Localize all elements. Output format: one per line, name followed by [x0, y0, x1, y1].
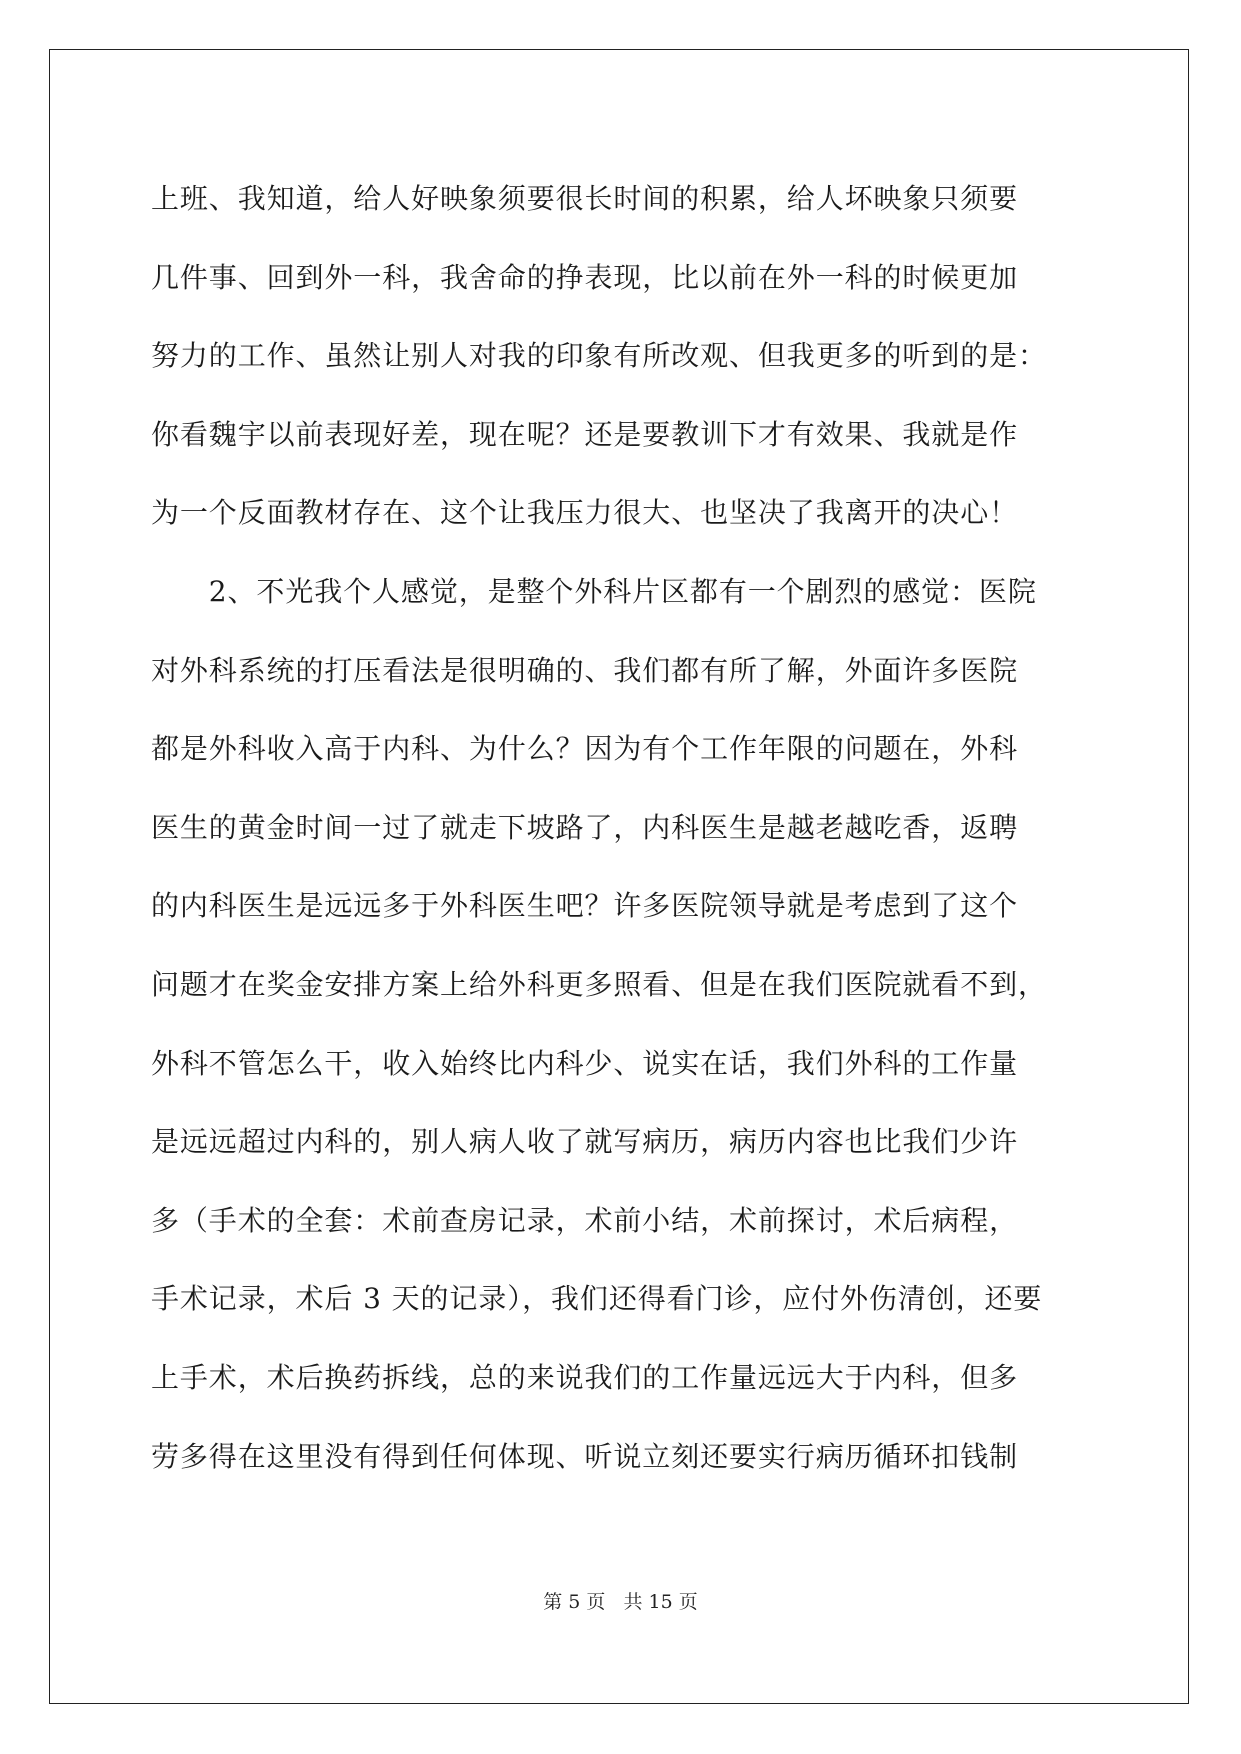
text-line: 为一个反面教材存在、这个让我压力很大、也坚决了我离开的决心！: [151, 496, 1019, 530]
document-body: [151, 160, 1096, 1496]
page-footer: [0, 1587, 1241, 1614]
text-line: 上班、我知道，给人好映象须要很长时间的积累，给人坏映象只须要: [151, 182, 1019, 215]
page-number: 第 5 页: [543, 1591, 606, 1613]
text-line: 努力的工作、虽然让别人对我的印象有所改观、但我更多的听到的是：: [151, 339, 1047, 373]
text-line: 对外科系统的打压看法是很明确的、我们都有所了解，外面许多医院: [151, 653, 1019, 687]
text-line: 的内科医生是远远多于外科医生吧？许多医院领导就是考虑到了这个: [151, 889, 1019, 923]
text-line: 医生的黄金时间一过了就走下坡路了，内科医生是越老越吃香，返聘: [151, 810, 1019, 844]
text-line: 外科不管怎么干，收入始终比内科少、说实在话，我们外科的工作量: [151, 1046, 1019, 1080]
page-total: 共 15 页: [623, 1591, 698, 1613]
text-line: 劳多得在这里没有得到任何体现、听说立刻还要实行病历循环扣钱制: [151, 1439, 1019, 1473]
text-line: 上手术，术后换药拆线，总的来说我们的工作量远远大于内科，但多: [151, 1360, 1019, 1394]
text-line: 都是外科收入高于内科、为什么？因为有个工作年限的问题在，外科: [151, 732, 1019, 766]
text-line: 几件事、回到外一科，我舍命的挣表现，比以前在外一科的时候更加: [151, 260, 1019, 294]
text-line: 手术记录，术后 3 天的记录），我们还得看门诊，应付外伤清创，还要: [151, 1282, 1043, 1316]
text-line: 多（手术的全套：术前查房记录，术前小结，术前探讨，术后病程，: [151, 1203, 1019, 1237]
text-line: 是远远超过内科的，别人病人收了就写病历，病历内容也比我们少许: [151, 1125, 1019, 1159]
text-line: 问题才在奖金安排方案上给外科更多照看、但是在我们医院就看不到，: [151, 967, 1047, 1001]
text-line: 2、不光我个人感觉，是整个外科片区都有一个剧烈的感觉：医院: [151, 574, 1037, 608]
text-line: 你看魏宇以前表现好差，现在呢？还是要教训下才有效果、我就是作: [151, 417, 1019, 451]
